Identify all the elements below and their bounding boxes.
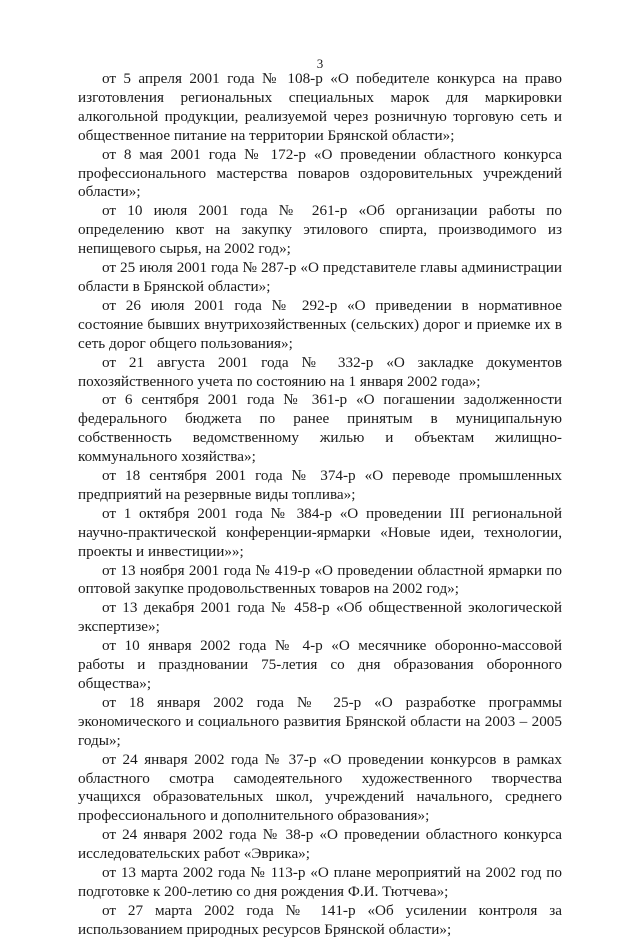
list-item: от 13 ноября 2001 года № 419-р «О проведении областной ярмарки по оптовой закупке продовольственных товаров на 2002 год»;	[78, 561, 562, 598]
list-item: от 24 января 2002 года № 38-р «О проведении областного конкурса исследовательских работ «Эврика»;	[78, 826, 562, 863]
list-item: от 18 января 2002 года № 25-р «О разработке программы экономического и социального развития Брянской области на 2003 – 2005 годы»;	[78, 693, 562, 749]
list-item: от 21 августа 2001 года № 332-р «О закладке документов похозяйственного учета по состоянию на 1 января 2002 года»;	[78, 353, 562, 390]
list-item: от 25 июля 2001 года № 287-р «О представителе главы администрации области в Брянской области»;	[78, 259, 562, 295]
list-item: от 10 января 2002 года № 4-р «О месячнике оборонно-массовой работы и праздновании 75-летия со дня образования оборонного общества»;	[78, 637, 562, 692]
list-item: от 6 сентября 2001 года № 361-р «О погашении задолженности федерального бюджета по ранее принятым в муниципальную собственность ведомственному жилью и объектам жилищно-коммунального хозяйства»;	[78, 391, 562, 466]
list-item: от 18 сентября 2001 года № 374-р «О переводе промышленных предприятий на резервные виды топлива»;	[78, 467, 562, 503]
list-item: от 26 июля 2001 года № 292-р «О приведении в нормативное состояние бывших внутрихозяйственных (сельских) дорог и приемке их в сеть дорог общего пользования»;	[78, 296, 562, 352]
list-item: от 5 апреля 2001 года № 108-р «О победителе конкурса на право изготовления региональных специальных марок для маркировки алкогольной продукции, реализуемой через розничную торговую сеть и общественное питание на территории Брянской области»;	[78, 70, 562, 144]
list-item: от 13 декабря 2001 года № 458-р «Об общественной экологической экспертизе»;	[78, 599, 562, 636]
list-item: от 8 мая 2001 года № 172-р «О проведении областного конкурса профессионального мастерства поваров оздоровительных учреждений области»;	[78, 145, 562, 201]
list-item: от 10 июля 2001 года № 261-р «Об организации работы по определению квот на закупку этилового спирта, производимого из непищевого сырья, на 2002 год»;	[78, 202, 562, 258]
order-list	[78, 70, 562, 940]
list-item: от 24 января 2002 года № 37-р «О проведении конкурсов в рамках областного смотра самодеятельного художественного творчества учащихся образовательных школ, учреждений начального, среднего профессионального и дополнительного образования»;	[78, 750, 562, 825]
list-item: от 1 октября 2001 года № 384-р «О проведении III региональной научно-практической конференции-ярмарки «Новые идеи, технологии, проекты и инвестиции»»;	[78, 504, 562, 560]
page-number: 3	[316, 56, 324, 71]
list-item: от 13 марта 2002 года № 113-р «О плане мероприятий на 2002 год по подготовке к 200-летию со дня рождения Ф.И. Тютчева»;	[78, 864, 562, 900]
list-item: от 27 марта 2002 года № 141-р «Об усилении контроля за использованием природных ресурсов Брянской области»;	[78, 901, 562, 938]
